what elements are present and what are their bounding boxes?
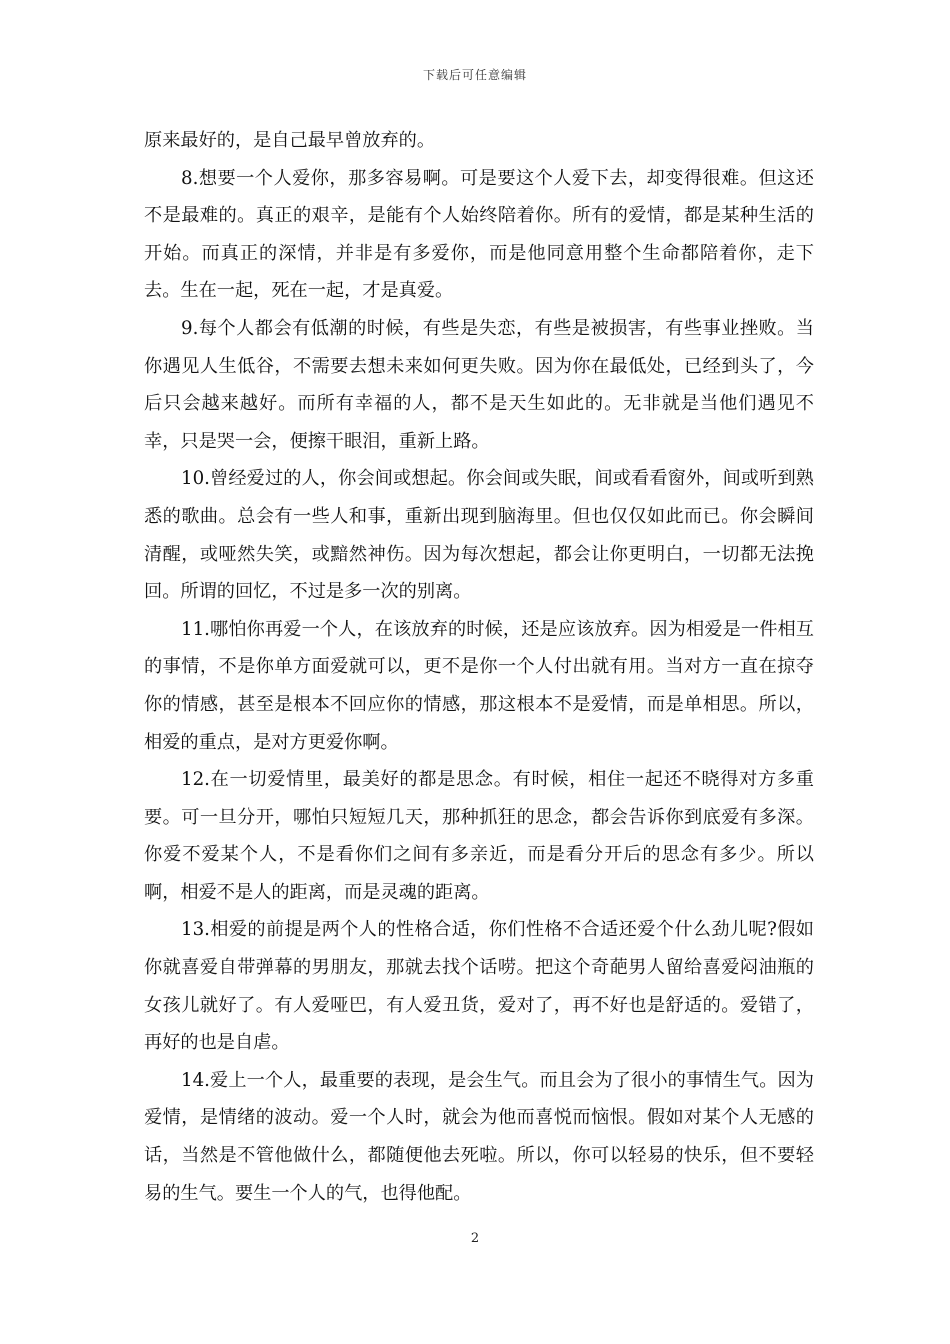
paragraph-item-10: 10.曾经爱过的人，你会间或想起。你会间或失眠，间或看看窗外，间或听到熟悉的歌曲。总会有一些人和事，重新出现到脑海里。但也仅仅如此而已。你会瞬间清醒，或哑然失笑，或黯然神伤。因为每次想起，都会让你更明白，一切都无法挽回。所谓的回忆，不过是多一次的别离。	[144, 468, 814, 603]
paragraph-item-12: 12.在一切爱情里，最美好的都是思念。有时候，相住一起还不晓得对方多重要。可一旦分开，哪怕只短短几天，那种抓狂的思念，都会告诉你到底爱有多深。你爱不爱某个人，不是看你们之间有多亲近，而是看分开后的思念有多少。所以啊，相爱不是人的距离，而是灵魂的距离。	[144, 769, 814, 903]
paragraph-item-9: 9.每个人都会有低潮的时候，有些是失恋，有些是被损害，有些事业挫败。当你遇见人生低谷，不需要去想未来如何更失败。因为你在最低处，已经到头了，今后只会越来越好。而所有幸福的人，都不是天生如此的。无非就是当他们遇见不幸，只是哭一会，便擦干眼泪，重新上路。	[144, 317, 814, 452]
paragraph-continuation: 原来最好的，是自己最早曾放弃的。	[144, 130, 436, 151]
paragraph-item-14: 14.爱上一个人，最重要的表现，是会生气。而且会为了很小的事情生气。因为爱情，是情绪的波动。爱一个人时，就会为他而喜悦而恼恨。假如对某个人无感的话，当然是不管他做什么，都随便他去死啦。所以，你可以轻易的快乐，但不要轻易的生气。要生一个人的气，也得他配。	[144, 1069, 814, 1204]
document-body	[144, 122, 814, 1212]
paragraph-item-13: 13.相爱的前提是两个人的性格合适，你们性格不合适还爱个什么劲儿呢?假如你就喜爱自带弹幕的男朋友，那就去找个话唠。把这个奇葩男人留给喜爱闷油瓶的女孩儿就好了。有人爱哑巴，有人爱丑货，爱对了，再不好也是舒适的。爱错了，再好的也是自虐。	[144, 919, 814, 1054]
paragraph-item-8: 8.想要一个人爱你，那多容易啊。可是要这个人爱下去，却变得很难。但这还不是最难的。真正的艰辛，是能有个人始终陪着你。所有的爱情，都是某种生活的开始。而真正的深情，并非是有多爱你，而是他同意用整个生命都陪着你，走下去。生在一起，死在一起，才是真爱。	[144, 167, 814, 302]
page-number: 2	[470, 1231, 480, 1246]
paragraph-item-11: 11.哪怕你再爱一个人，在该放弃的时候，还是应该放弃。因为相爱是一件相互的事情，不是你单方面爱就可以，更不是你一个人付出就有用。当对方一直在掠夺你的情感，甚至是根本不回应你的情感，那这根本不是爱情，而是单相思。所以，相爱的重点，是对方更爱你啊。	[144, 618, 814, 753]
page-header: 下载后可任意编辑	[422, 68, 527, 82]
